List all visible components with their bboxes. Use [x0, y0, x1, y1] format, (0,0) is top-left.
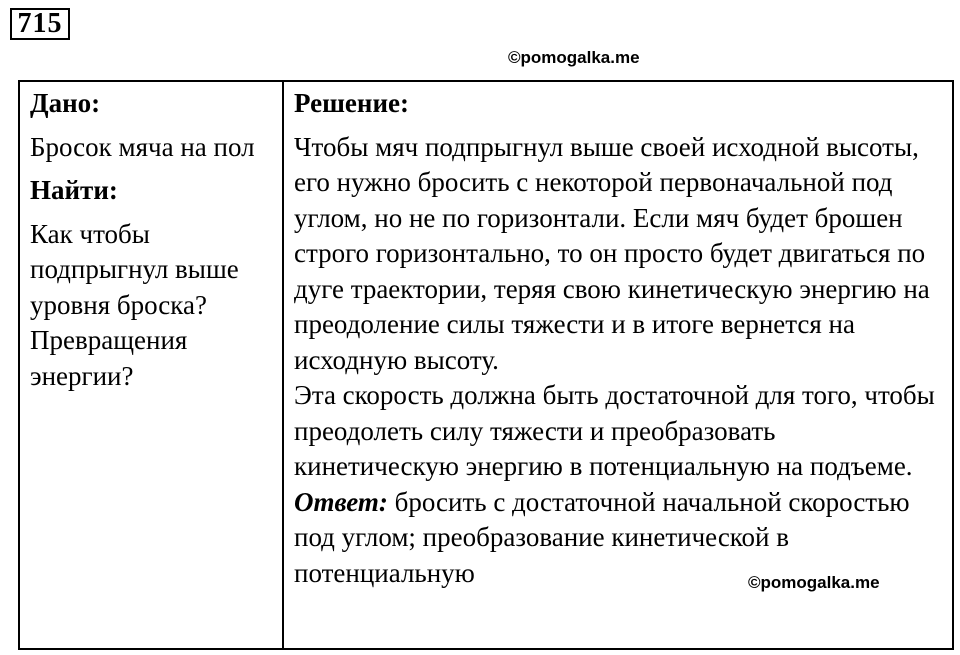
- solution-header: Решение:: [294, 88, 409, 118]
- watermark-top: ©pomogalka.me: [508, 48, 640, 67]
- answer-text: бросить с достаточной начальной скоростью под углом; преобразование кинетической в потенциальную: [294, 486, 910, 588]
- given-header: Дано:: [30, 88, 101, 118]
- solution-paragraph-1: Чтобы мяч подпрыгнул выше своей исходной высоты, его нужно бросить с некоторой первоначальной под углом, но не по горизонтали. Если мяч будет брошен строго горизонтально, то он просто будет двигаться по дуге траектории, теряя свою кинетическую энергию на преодоление силы тяжести и в итоге вернется на исходную высоту.: [294, 131, 930, 375]
- answer-label: Ответ:: [294, 486, 388, 517]
- watermark-bottom: ©pomogalka.me: [748, 573, 880, 592]
- solution-paragraph-2: Эта скорость должна быть достаточной для того, чтобы преодолеть силу тяжести и преобразовать кинетическую энергию в потенциальную на подъеме.: [294, 380, 935, 481]
- solution-column: [283, 81, 953, 649]
- task-number: 715: [10, 8, 70, 40]
- given-column: [19, 81, 283, 649]
- find-header: Найти:: [30, 175, 118, 205]
- task-table: [18, 80, 954, 650]
- given-text: Бросок мяча на пол: [30, 131, 255, 162]
- find-text: Как чтобы подпрыгнул выше уровня броска? Превращения энергии?: [30, 218, 239, 391]
